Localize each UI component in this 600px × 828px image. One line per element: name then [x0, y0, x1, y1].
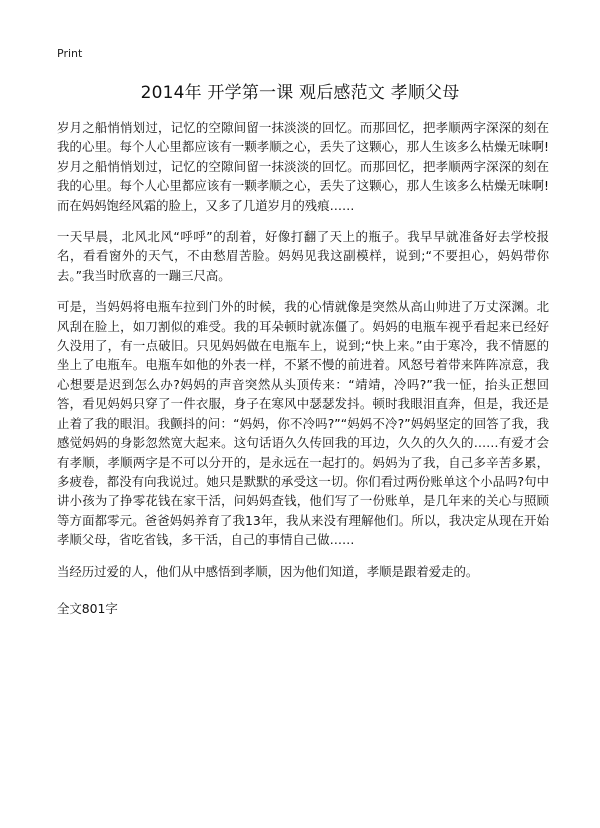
- paragraph-3: 可是，当妈妈将电瓶车拉到门外的时候，我的心情就像是突然从高山帅进了万丈深渊。北风刮在脸上，如刀割似的难受。我的耳朵顿时就冻僵了。妈妈的电瓶车视乎看起来已经好久没用了，有一点破旧。只见妈妈做在电瓶车上，说到;“快上来。”由于寒冷，我不情愿的坐上了电瓶车。电瓶车如他的外表一样，不紧不慢的前进着。风怒号着带来阵阵凉意，我心想要是迟到怎么办?妈妈的声音突然从头顶传来：“靖靖，冷吗?”我一怔，抬头正想回答，看见妈妈只穿了一件衣服，身子在寒风中瑟瑟发抖。顿时我眼泪直奔，但是，我还是止着了我的眼泪。我颤抖的问：“妈妈，你不冷吗?”“妈妈不冷?”妈妈坚定的回答了我，我感觉妈妈的身影忽然宽大起来。这句话语久久传回我的耳边，久久的久久的……有爱才会有孝顺，孝顺两字是不可以分开的，是永远在一起打的。妈妈为了我，自己多辛苦多累，多疲卷，都没有向我说过。她只是默默的承受这一切。你们看过两份账单这个小品吗?句中讲小孩为了挣零花钱在家干活，问妈妈查钱，他们写了一份账单，是几年来的关心与照顾等方面都零元。爸爸妈妈养育了我13年，我从来没有理解他们。所以，我决定从现在开始孝顺父母，省吃省钱，多干活，自己的事情自己做……: [57, 299, 549, 548]
- word-count: 全文801字: [57, 600, 118, 616]
- paragraph-2: 一天早晨，北风北风“呼呼”的刮着，好像打翻了天上的瓶子。我早早就准备好去学校报名，看看窗外的天气，不由愁眉苦脸。妈妈见我这副模样，说到;“不要担心，妈妈带你去。”我当时欣喜的一蹦三尺高。: [57, 229, 549, 283]
- paragraph-4: 当经历过爱的人，他们从中感悟到孝顺，因为他们知道，孝顺是跟着爱走的。: [57, 563, 479, 579]
- article-title: 2014年 开学第一课 观后感范文 孝顺父母: [140, 83, 460, 103]
- article-body: [57, 118, 549, 618]
- paragraph-1: 岁月之船悄悄划过，记忆的空隙间留一抹淡淡的回忆。而那回忆，把孝顺两字深深的刻在我的心里。每个人心里都应该有一颗孝顺之心，丢失了这颗心，那人生该多么枯燥无味啊!岁月之船悄悄划过，记忆的空隙间留一抹淡淡的回忆。而那回忆，把孝顺两字深深的刻在我的心里。每个人心里都应该有一颗孝顺之心，丢失了这颗心，那人生该多么枯燥无味啊!而在妈妈饱经风霜的脸上，又多了几道岁月的残痕……: [57, 120, 549, 213]
- print-link[interactable]: Print: [57, 47, 83, 60]
